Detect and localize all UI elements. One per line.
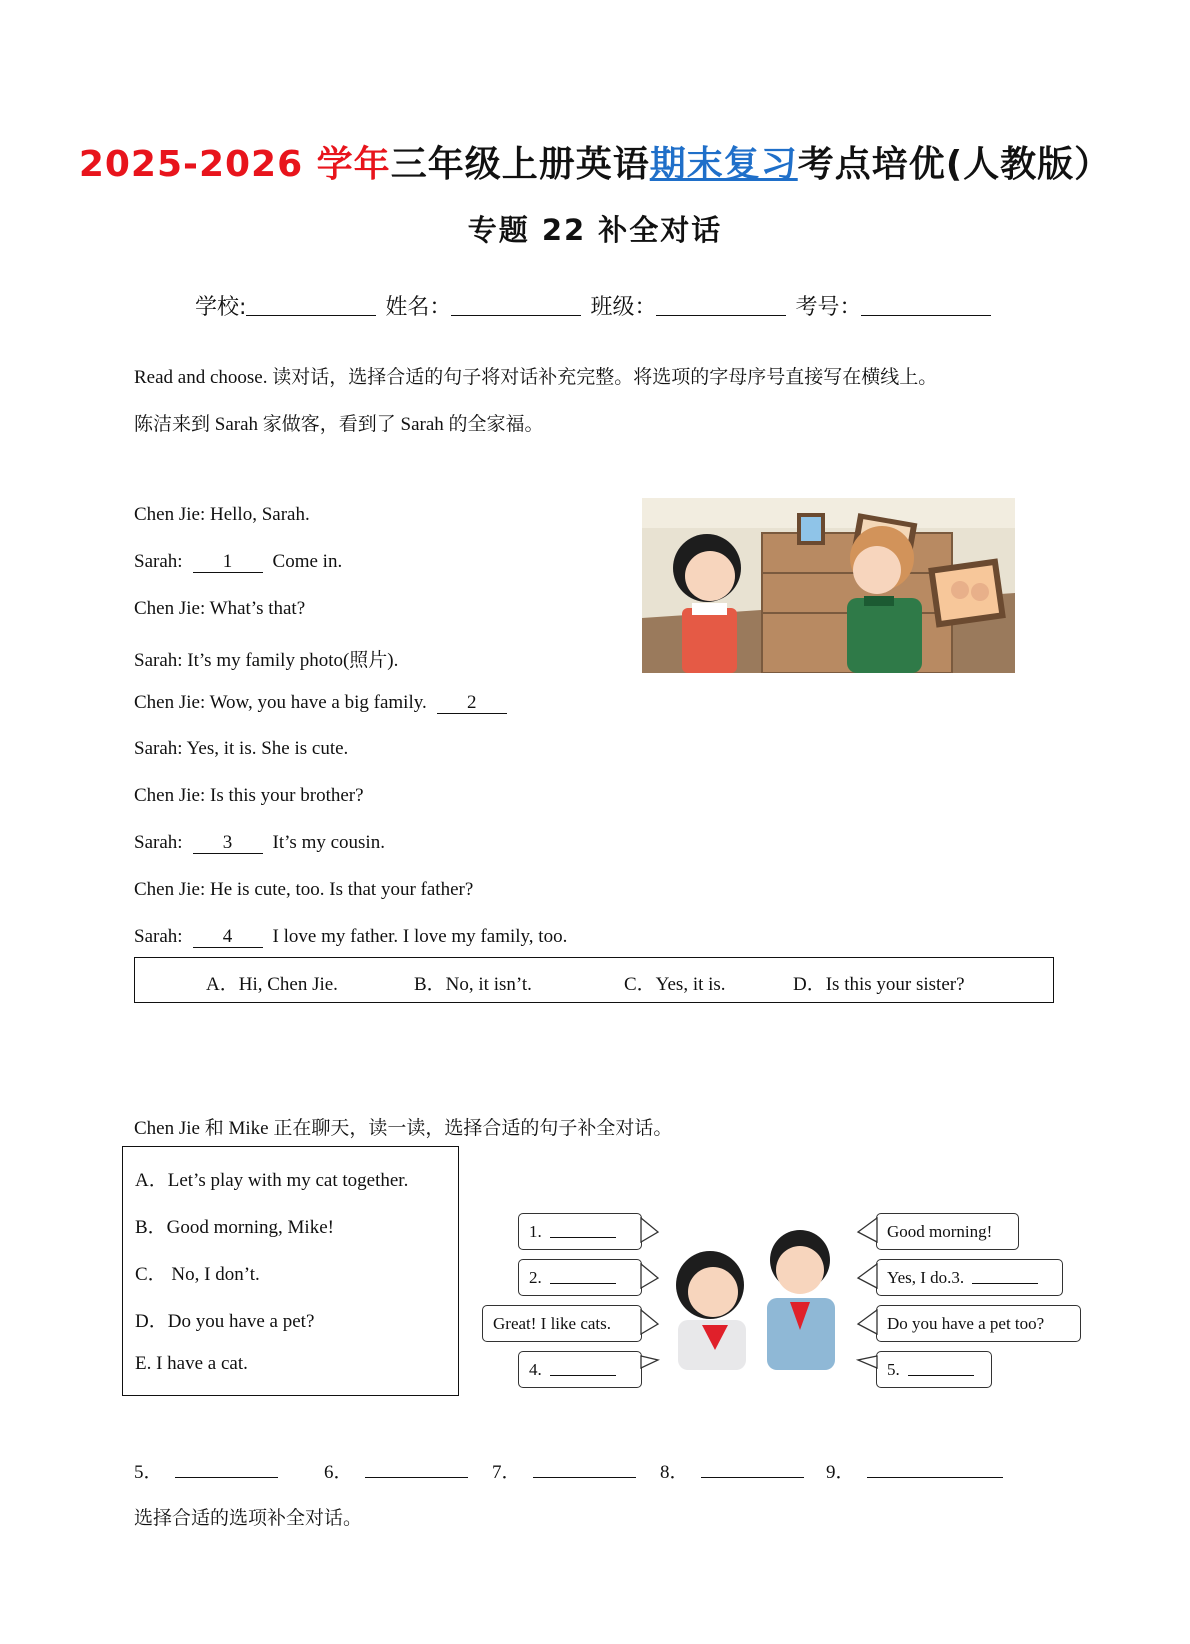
dialogue-line: Chen Jie: What’s that?: [134, 598, 306, 619]
class-field[interactable]: [656, 295, 786, 316]
page-title: [0, 136, 1190, 187]
speech-bubble-left-4: 4.: [518, 1351, 642, 1388]
speech-bubble-right-4: 5.: [876, 1351, 992, 1388]
title-end: 考点培优(人教版）: [797, 144, 1112, 185]
option-e: E. I have a cat.: [135, 1353, 248, 1374]
answer-5: 5．: [134, 1457, 278, 1484]
speech-bubble-left-3: Great! I like cats.: [482, 1305, 642, 1342]
answer-8: 8．: [660, 1457, 804, 1484]
number-label: 考号：: [795, 295, 862, 320]
answer-6: 6．: [324, 1457, 468, 1484]
answer-blank-2[interactable]: 2: [437, 693, 507, 714]
dialogue-line: Sarah: 3 It’s my cousin.: [134, 832, 385, 853]
name-label: 姓名：: [385, 295, 452, 320]
kids-chat-illustration: [640, 1210, 880, 1370]
option-a: A．Let’s play with my cat together.: [135, 1170, 409, 1191]
option-c: C．Yes, it is.: [624, 974, 726, 995]
dialogue-line: Chen Jie: Hello, Sarah.: [134, 504, 310, 525]
dialogue-line: Chen Jie: Wow, you have a big family. 2: [134, 692, 517, 714]
answer-7: 7．: [492, 1457, 636, 1484]
school-field[interactable]: [246, 295, 376, 316]
speech-bubble-right-1: Good morning!: [876, 1213, 1019, 1250]
part2-context: Chen Jie 和 Mike 正在聊天，读一读，选择合适的句子补全对话。: [134, 1118, 673, 1139]
title-highlight: 期末复习: [649, 144, 798, 185]
answer-blank-1[interactable]: 1: [193, 552, 263, 573]
part1-instruction: Read and choose. 读对话，选择合适的句子将对话补充完整。将选项的字母序号直接写在横线上。: [134, 367, 938, 388]
part1-context: 陈洁来到 Sarah 家做客，看到了 Sarah 的全家福。: [134, 414, 544, 435]
student-info: [195, 290, 993, 321]
title-mid: 三年级上册英语: [390, 144, 650, 185]
title-year: 2025-2026 学年: [78, 144, 391, 185]
option-d: D．Do you have a pet?: [135, 1311, 315, 1332]
school-label: 学校:: [195, 295, 247, 320]
option-b: B．Good morning, Mike!: [135, 1217, 334, 1238]
speech-bubble-left-1: 1.: [518, 1213, 642, 1250]
dialogue-line: Sarah: 4 I love my father. I love my family, too.: [134, 926, 568, 947]
class-label: 班级：: [590, 295, 657, 320]
name-field[interactable]: [451, 295, 581, 316]
speech-bubble-right-2: Yes, I do.3.: [876, 1259, 1063, 1296]
options-box-2: [122, 1146, 459, 1396]
dialogue-line: Sarah: It’s my family photo(照片).: [134, 650, 399, 671]
dialogue-line: Sarah: 1 Come in.: [134, 551, 343, 572]
family-photo-illustration: [642, 498, 1015, 673]
answer-blank-3[interactable]: 3: [193, 833, 263, 854]
part3-instruction: 选择合适的选项补全对话。: [134, 1508, 363, 1529]
answer-blank-4[interactable]: 4: [193, 927, 263, 948]
number-field[interactable]: [861, 295, 991, 316]
dialogue-line: Chen Jie: Is this your brother?: [134, 785, 364, 806]
dialogue-line: Chen Jie: He is cute, too. Is that your father?: [134, 879, 474, 900]
option-a: A．Hi, Chen Jie.: [206, 974, 338, 995]
dialogue-line: Sarah: Yes, it is. She is cute.: [134, 738, 349, 759]
speech-bubble-left-2: 2.: [518, 1259, 642, 1296]
option-c: C． No, I don’t.: [135, 1264, 260, 1285]
options-box-1: [134, 957, 1054, 1003]
answer-9: 9．: [826, 1457, 1003, 1484]
page-subtitle: 专题 22 补全对话: [467, 213, 723, 247]
speech-bubble-right-3: Do you have a pet too?: [876, 1305, 1081, 1342]
option-d: D．Is this your sister?: [793, 974, 965, 995]
option-b: B．No, it isn’t.: [414, 974, 532, 995]
